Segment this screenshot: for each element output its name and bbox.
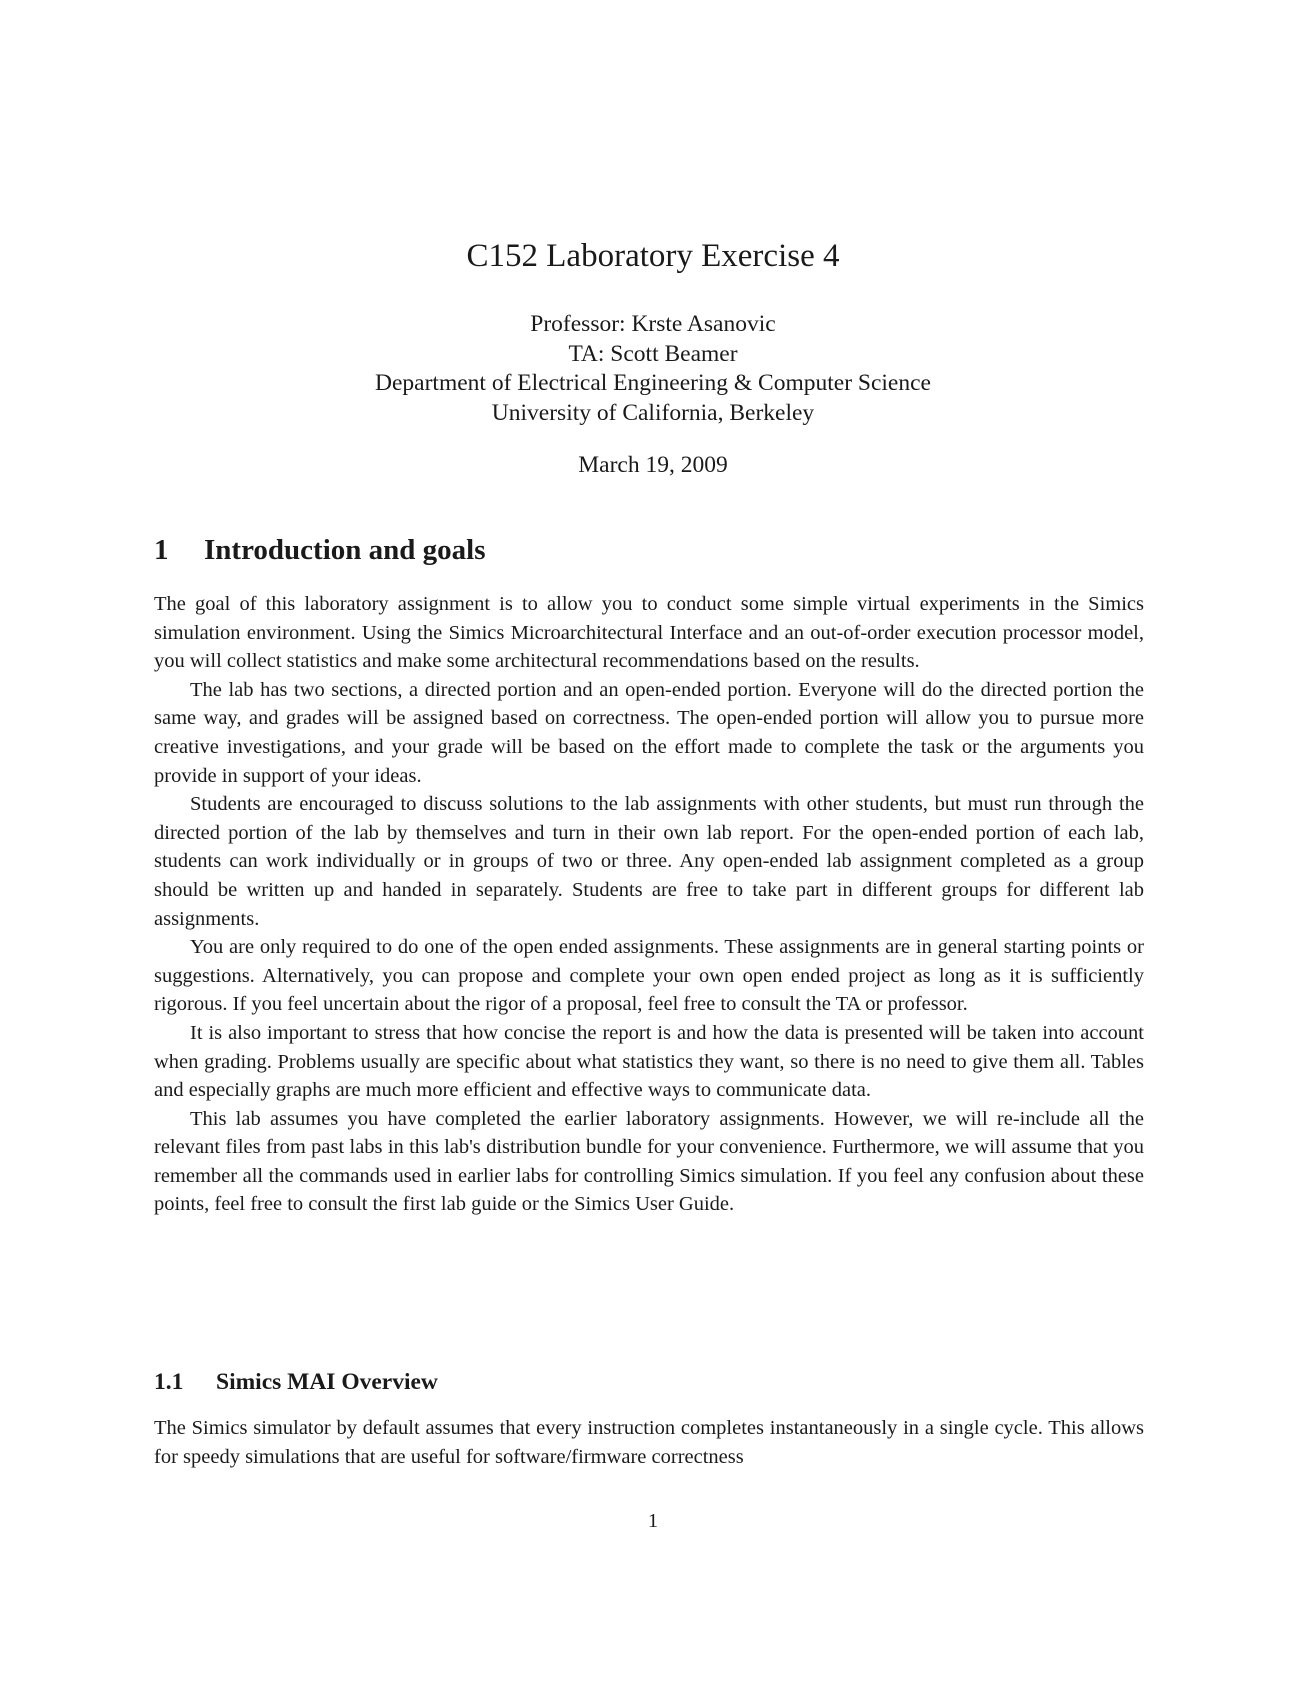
section-heading	[154, 532, 486, 568]
paragraph: You are only required to do one of the open ended assignments. These assignments are in general starting points or suggestions. Alternatively, you can propose and complete your own open ended project as long as it is sufficiently rigorous. If you feel uncertain about the rigor of a proposal, feel free to consult the TA or professor.	[154, 936, 1144, 1016]
document-date: March 19, 2009	[578, 452, 728, 478]
author-ta: TA: Scott Beamer	[568, 340, 738, 367]
section-body	[154, 590, 1144, 1219]
author-university: University of California, Berkeley	[491, 399, 815, 426]
subsection-title: Simics MAI Overview	[216, 1369, 438, 1395]
paragraph: The lab has two sections, a directed portion and an open-ended portion. Everyone will do the directed portion the same way, and grades will be assigned based on correctness. The open-ended portion will allow you to pursue more creative investigations, and your grade will be based on the effort made to complete the task or the arguments you provide in support of your ideas.	[154, 678, 1144, 787]
author-block	[0, 310, 1306, 428]
document-title: C152 Laboratory Exercise 4	[466, 238, 840, 274]
paragraph: Students are encouraged to discuss solutions to the lab assignments with other students, but must run through the directed portion of the lab by themselves and turn in their own lab report. For the open-ended portion of each lab, students can work individually or in groups of two or three. Any open-ended lab assignment completed as a group should be written up and handed in separately. Students are free to take part in different groups for different lab assignments.	[154, 793, 1144, 930]
paragraph: The Simics simulator by default assumes that every instruction completes instantaneously in a single cycle. This allows for speedy simulations that are useful for software/firmware correctness	[154, 1417, 1144, 1468]
section-title: Introduction and goals	[204, 534, 486, 566]
section-number: 1	[154, 534, 169, 566]
paragraph: It is also important to stress that how concise the report is and how the data is presented will be taken into account when grading. Problems usually are specific about what statistics they want, so there is no need to give them all. Tables and especially graphs are much more efficient and effective ways to communicate data.	[154, 1021, 1144, 1102]
paragraph: The goal of this laboratory assignment is to allow you to conduct some simple virtual experiments in the Simics simulation environment. Using the Simics Microarchitectural Interface and an out-of-order execution processor model, you will collect statistics and make some architectural recommendations based on the results.	[154, 593, 1144, 673]
page-number: 1	[647, 1510, 659, 1532]
paragraph: This lab assumes you have completed the earlier laboratory assignments. However, we will re-include all the relevant files from past labs in this lab's distribution bundle for your convenience. Furthermore, we will assume that you remember all the commands used in earlier labs for controlling Simics simulation. If you feel any confusion about these points, feel free to consult the first lab guide or the Simics User Guide.	[154, 1107, 1144, 1216]
author-professor: Professor: Krste Asanovic	[530, 311, 776, 337]
subsection-heading	[154, 1367, 438, 1397]
subsection-number: 1.1	[154, 1369, 184, 1395]
author-department: Department of Electrical Engineering & Computer Science	[375, 370, 931, 396]
subsection-body	[154, 1414, 1144, 1471]
